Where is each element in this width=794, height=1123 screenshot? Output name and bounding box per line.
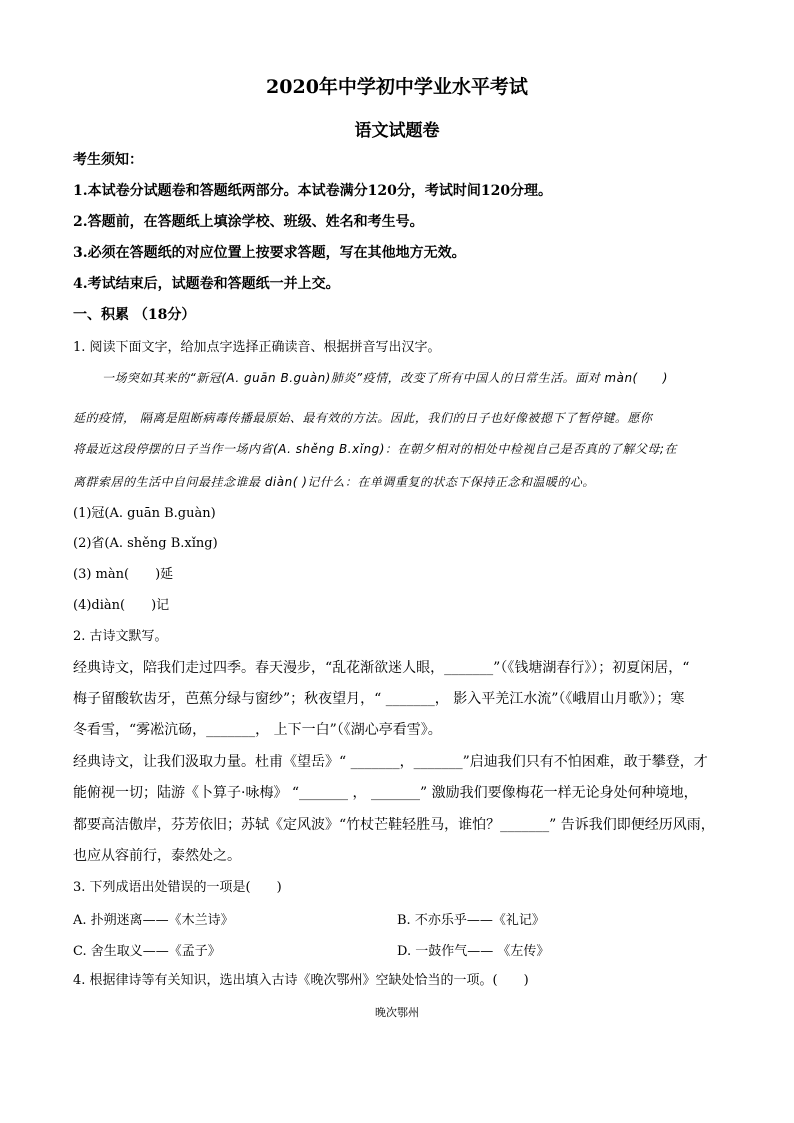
question-1-sub-1: (1)冠(A. guān B.guàn) <box>73 506 216 521</box>
question-2-line-3: 冬看雪，“雾凇沆砀，_______， 上下一白”（《湖心亭看雪》。 <box>73 722 442 738</box>
question-3-option-c[interactable]: C. 舍生取义——《孟子》 <box>73 944 221 959</box>
question-3-option-a[interactable]: A. 扑朔迷离——《木兰诗》 <box>73 913 234 928</box>
poem-title: 晚次鄂州 <box>375 1006 419 1019</box>
question-2-stem: 2. 古诗文默写。 <box>73 629 168 644</box>
question-1-stem: 1. 阅读下面文字，给加点字选择正确读音、根据拼音写出汉字。 <box>73 340 441 355</box>
question-2-line-2: 梅子留酸软齿牙，芭蕉分绿与窗纱”；秋夜望月，“ _______， 影入平羌江水流”（《峨眉山月歌》）；寒 <box>73 691 685 707</box>
notice-item-4: 4.考试结束后，试题卷和答题纸一并上交。 <box>73 276 340 292</box>
question-2-line-5: 能俯视一切；陆游《卜算子·咏梅》 “_______ ， _______” 激励我们要像梅花一样无论身处何种境地， <box>73 785 698 801</box>
section-heading-accumulation: 一、积累 （18分） <box>73 307 196 323</box>
passage-line-3: 将最近这段停摆的日子当作一场内省(A. shěng B.xǐng)：在朝夕相对的相处中检视自己是否真的了解父母;在 <box>73 442 677 456</box>
notice-item-1: 1.本试卷分试题卷和答题纸两部分。本试卷满分120分，考试时间120分理。 <box>73 183 553 199</box>
exam-title: 2020年中学初中学业水平考试 <box>266 76 528 98</box>
question-4-stem: 4. 根据律诗等有关知识，选出填入古诗《晚次鄂州》空缺处恰当的一项。( ) <box>73 973 529 988</box>
question-2-line-7: 也应从容前行，泰然处之。 <box>73 848 241 864</box>
question-2-line-1: 经典诗文，陪我们走过四季。春天漫步，“乱花渐欲迷人眼，_______”（《钱塘湖春行》）；初夏闲居，“ <box>73 660 690 676</box>
notice-item-3: 3.必须在答题纸的对应位置上按要求答题，写在其他地方无效。 <box>73 245 466 261</box>
notice-heading: 考生须知： <box>73 152 143 168</box>
question-2-line-6: 都要高洁傲岸，芬芳依旧；苏轼《定风波》“竹杖芒鞋轻胜马，谁怕？_______” 告诉我们即便经历风雨， <box>73 817 715 833</box>
question-1-sub-4: (4)diàn( )记 <box>73 598 170 613</box>
passage-line-2: 延的疫情， 隔离是阻断病毒传播最原始、最有效的方法。因此，我们的日子也好像被摁下了暂停键。愿你 <box>73 411 653 425</box>
question-2-line-4: 经典诗文，让我们汲取力量。杜甫《望岳》“ _______，_______”启迪我们只有不怕困难，敢于攀登，才 <box>73 754 708 770</box>
notice-item-2: 2.答题前，在答题纸上填涂学校、班级、姓名和考生号。 <box>73 214 424 230</box>
question-1-sub-2: (2)省(A. shěng B.xǐng) <box>73 536 218 551</box>
exam-subtitle: 语文试题卷 <box>354 121 440 141</box>
question-3-option-d[interactable]: D. 一鼓作气—— 《左传》 <box>397 944 550 959</box>
passage-line-1: 一场突如其来的“新冠(A. guān B.guàn)肺炎”疫情，改变了所有中国人的日常生活。面对 màn( ) <box>102 371 668 385</box>
question-3-stem: 3. 下列成语出处错误的一项是( ) <box>73 880 282 895</box>
question-1-sub-3: (3) màn( )延 <box>73 567 174 582</box>
passage-line-4: 离群索居的生活中自问最挂念谁最 diàn( )记什么：在单调重复的状态下保持正念和温暖的心。 <box>73 475 595 489</box>
question-3-option-b[interactable]: B. 不亦乐乎——《礼记》 <box>397 913 545 928</box>
